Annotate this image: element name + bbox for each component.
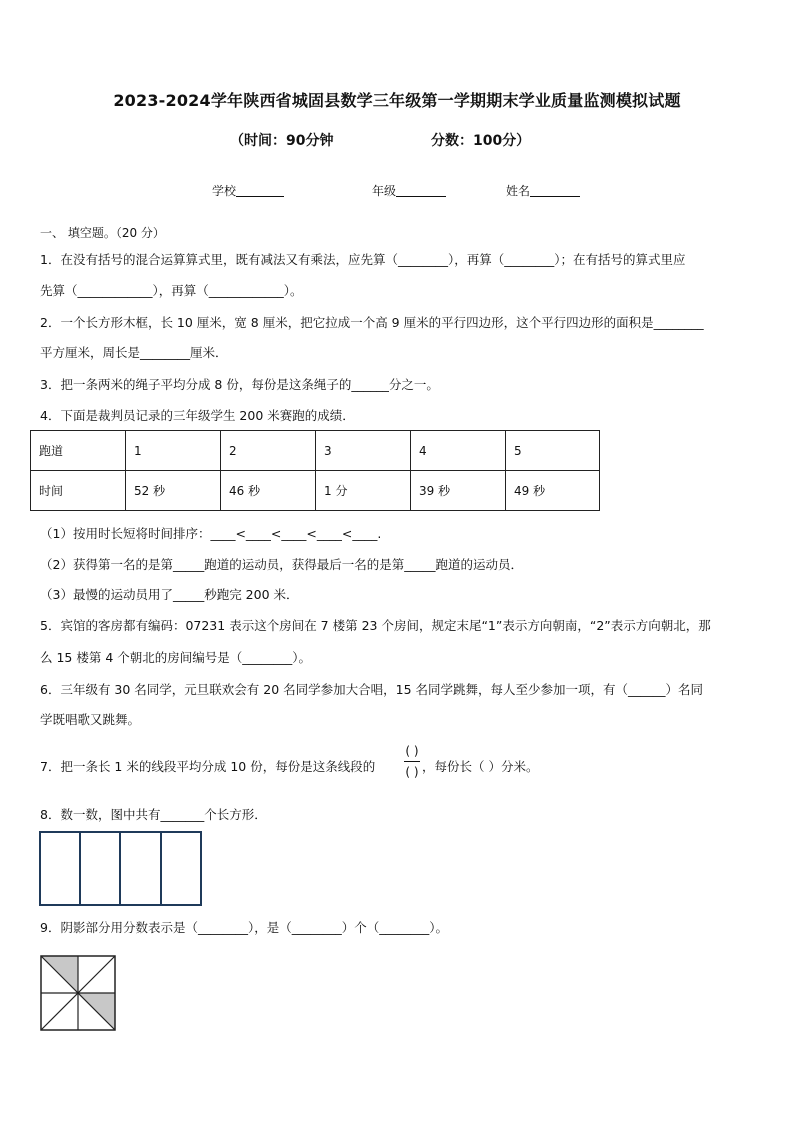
grade-label: 年级 [372, 184, 397, 198]
question-6-line-1: 6．三年级有 30 名同学，元旦联欢会有 20 名同学参加大合唱，15 名同学跳舞，每人至少参加一项，有（______）名同 [40, 682, 704, 697]
shaded-square-figure [40, 955, 118, 1033]
question-1-line-1: 1．在没有括号的混合运算算式里，既有减法又有乘法，应先算（________），再算（________）；在有括号的算式里应 [40, 252, 686, 267]
table-cell: 52 秒 [126, 471, 221, 511]
name-blank [530, 184, 580, 197]
question-5-line-2: 么 15 楼第 4 个朝北的房间编号是（________）。 [40, 650, 312, 665]
question-4-part-1: （1）按用时长短将时间排序：____<____<____<____<____. [40, 526, 382, 541]
fraction-denominator: ( ) [405, 765, 419, 779]
table-row [31, 431, 600, 471]
question-2-line-1: 2．一个长方形木框，长 10 厘米，宽 8 厘米，把它拉成一个高 9 厘米的平行四边形，这个平行四边形的面积是________ [40, 315, 704, 330]
table-cell: 2 [221, 431, 316, 471]
table-cell: 1 [126, 431, 221, 471]
school-field [212, 182, 284, 199]
section-heading: 一、 填空题。（20 分） [40, 226, 165, 240]
table-cell: 5 [506, 431, 600, 471]
rectangles-figure [38, 830, 204, 908]
table-cell: 4 [411, 431, 506, 471]
question-2-line-2: 平方厘米，周长是________厘米． [40, 345, 228, 360]
race-results-table [30, 430, 600, 511]
table-cell: 39 秒 [411, 471, 506, 511]
school-blank [236, 184, 284, 197]
name-field [506, 182, 580, 199]
question-9: 9．阴影部分用分数表示是（________），是（________）个（________）。 [40, 920, 448, 935]
grade-blank [396, 184, 446, 197]
table-row [31, 471, 600, 511]
question-7-fraction [404, 742, 420, 781]
question-5-line-1: 5．宾馆的客房都有编码：07231 表示这个房间在 7 楼第 23 个房间，规定末尾“1”表示方向朝南，“2”表示方向朝北，那 [40, 618, 711, 633]
question-4-part-3: （3）最慢的运动员用了_____秒跑完 200 米． [40, 587, 299, 602]
question-6-line-2: 学既唱歌又跳舞。 [40, 712, 141, 727]
exam-title: 2023-2024学年陕西省城固县数学三年级第一学期期末学业质量监测模拟试题 [113, 91, 681, 110]
table-cell: 46 秒 [221, 471, 316, 511]
fraction-numerator: ( ) [405, 744, 419, 758]
question-7-suffix: ，每份长（ ）分米。 [422, 759, 539, 774]
question-1-line-2: 先算（____________），再算（____________）。 [40, 283, 303, 298]
name-label: 姓名 [506, 184, 531, 198]
exam-subtitle: （时间：90分钟 分数：100分） [230, 133, 531, 149]
question-4: 4．下面是裁判员记录的三年级学生 200 米赛跑的成绩． [40, 408, 355, 423]
question-3: 3．把一条两米的绳子平均分成 8 份，每份是这条绳子的______分之一。 [40, 377, 439, 392]
question-8: 8．数一数，图中共有_______个长方形． [40, 807, 267, 822]
question-4-part-2: （2）获得第一名的是第_____跑道的运动员，获得最后一名的是第_____跑道的运动员． [40, 557, 523, 572]
table-cell: 跑道 [31, 431, 126, 471]
table-cell: 3 [316, 431, 411, 471]
fraction-bar [404, 761, 420, 762]
grade-field [372, 182, 446, 199]
table-cell: 1 分 [316, 471, 411, 511]
school-label: 学校 [212, 184, 237, 198]
question-7-prefix: 7．把一条长 1 米的线段平均分成 10 份，每份是这条线段的 [40, 759, 376, 774]
table-cell: 49 秒 [506, 471, 600, 511]
table-cell: 时间 [31, 471, 126, 511]
